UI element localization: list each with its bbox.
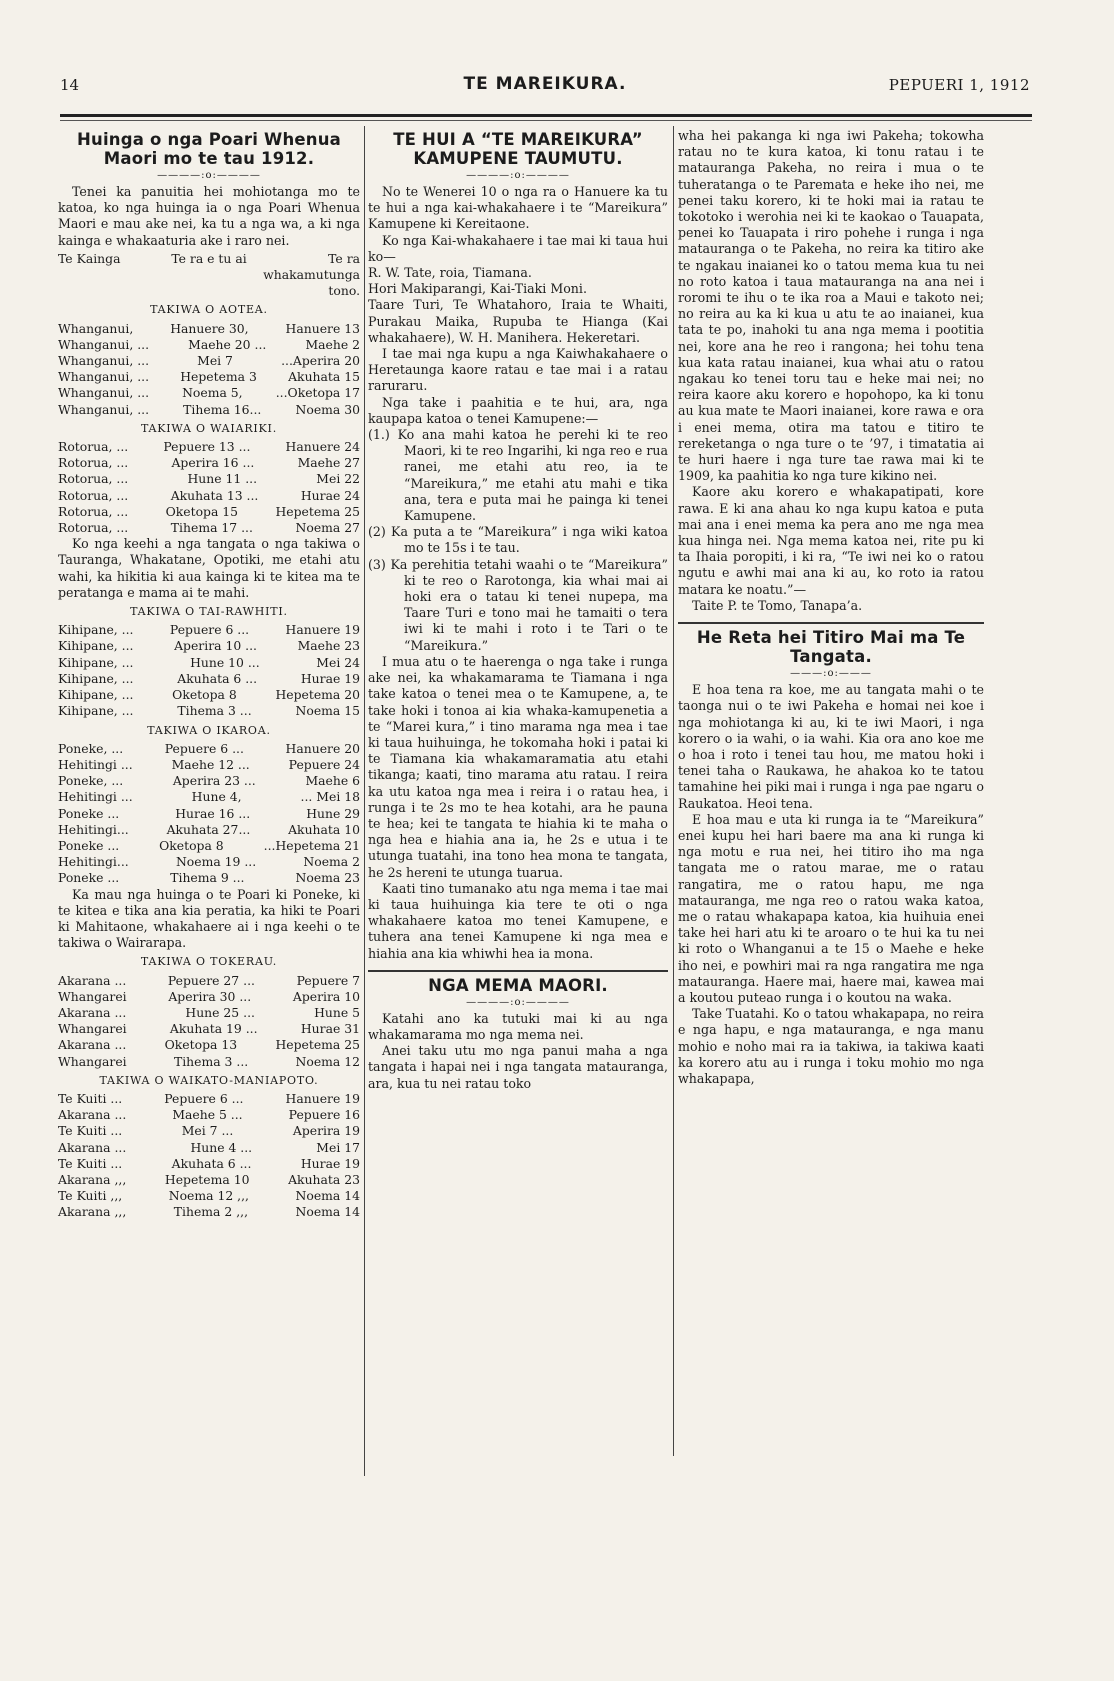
table-cell: Pepuere 24 [288, 756, 360, 772]
table-cell: Poneke ... [58, 805, 120, 821]
column-2 [368, 128, 668, 1092]
table-cell: Hanuere 13 [285, 320, 360, 336]
paragraph: E hoa tena ra koe, me au tangata mahi o te taonga nui o te iwi Pakeha e homai nei koe i nga mohiotanga ki au, ki te iwi Maori, i nga korero o ia wahi, o ia wahi. Kia ora ano koe me o hoa i roto i tenei tau hou, me matou hoki i tenei taha o Raukawa, he ahakoa ko te tatou tamahine hei piki mai i runga i nga pae ngaru o Raukatoa. Heoi tena. [678, 682, 984, 811]
paragraph: Nga take i paahitia e te hui, ara, nga kaupapa katoa o tenei Kamupene:— [368, 394, 668, 426]
table-cell: Akuhata 23 [288, 1171, 360, 1187]
table-cell: Hune 25 ... [185, 1004, 255, 1020]
table-row [58, 806, 360, 822]
table-cell: ...Aperira 20 [281, 353, 360, 369]
table-cell: Tihema 3 ... [173, 1053, 249, 1069]
header-rule [60, 114, 1032, 117]
table-cell: Hune 4 ... [190, 1139, 253, 1155]
table-cell: Kihipane, ... [58, 654, 134, 670]
table-cell: Akuhata 27... [166, 821, 251, 837]
table-cell: Te Kuiti ,,, [58, 1188, 123, 1204]
article-title: NGA MEMA MAORI. [428, 975, 608, 995]
district-heading: TAKIWA O IKAROA. [147, 723, 271, 737]
column-header: Te ra e tu ai [171, 250, 247, 266]
table-cell: Rotorua, ... [58, 455, 129, 471]
table-cell: Kihipane, ... [58, 670, 134, 686]
district-heading: TAKIWA O WAIARIKI. [140, 421, 278, 435]
table-row [58, 1123, 360, 1139]
table-cell: Maehe 5 ... [172, 1107, 243, 1123]
column-3 [678, 128, 984, 1087]
table-row [58, 1054, 360, 1070]
table-cell: Akarana ,,, [58, 1204, 127, 1220]
paragraph: Kaore aku korero e whakapatipati, kore rawa. E ki ana ahau ko nga kupu katoa e puta mai ana i enei mema ka pera ano me nga mea kua hinga nei. Nga mema katoa nei, rite pu ki ta Ihaia poropiti, i ki ra, “Te iwi nei ko o ratou ngutu e awhi mai ana ki au, ko roto ia ratou matara ke noatu.”— [678, 484, 984, 597]
table-cell: Whangarei [58, 1053, 127, 1069]
table-cell: Whanganui, ... [58, 353, 150, 369]
table-cell: Akuhata 19 ... [169, 1021, 258, 1037]
table-cell: Maehe 12 ... [171, 756, 250, 772]
table-cell: Noema 12 ,,, [168, 1188, 249, 1204]
table-cell: Oketopa 13 [164, 1037, 238, 1053]
table-cell: Tihema 16... [183, 401, 262, 417]
article-title: TE HUI A “TE MAREIKURA” KAMUPENE TAUMUTU. [393, 130, 643, 168]
table-cell: Hune 5 [314, 1004, 360, 1020]
table-cell: ...Hepetema 21 [263, 837, 360, 853]
table-cell: Akarana ... [58, 1139, 127, 1155]
list-item: (2) Ka puta a te “Mareikura” i nga wiki katoa mo te 15s i te tau. [368, 524, 668, 556]
article-title: Huinga o nga Poari Whenua Maori mo te tau 1912. [76, 130, 342, 168]
article-title: He Reta hei Titiro Mai ma Te Tangata. [696, 628, 966, 667]
table-cell: ...Oketopa 17 [275, 385, 360, 401]
table-cell: Akarana ... [58, 1004, 127, 1020]
district-heading: TAKIWA O TOKERAU. [140, 955, 278, 969]
table-cell: Kihipane, ... [58, 638, 134, 654]
issue-date: PEPUERI 1, 1912 [888, 76, 1030, 94]
table-cell: Kihipane, ... [58, 687, 134, 703]
table-row [58, 402, 360, 418]
table-cell: Whanganui, ... [58, 401, 150, 417]
table-cell: Rotorua, ... [58, 487, 129, 503]
table-row [58, 1188, 360, 1204]
table-cell: Hanuere 19 [285, 622, 360, 638]
signature: Taite P. te Tomo, Tanapa’a. [692, 597, 863, 613]
table-cell: Akuhata 15 [288, 369, 360, 385]
table-row [58, 321, 360, 337]
masthead: TE MAREIKURA. [463, 74, 627, 94]
table-row [58, 870, 360, 886]
table-row [58, 353, 360, 369]
table-cell: Noema 15 [295, 703, 360, 719]
table-row [58, 385, 360, 401]
table-row [58, 1140, 360, 1156]
column-header: Te Kainga [58, 250, 121, 266]
table-cell: Hurae 24 [300, 487, 360, 503]
table-cell: Hurae 31 [300, 1021, 360, 1037]
page-header [60, 76, 1030, 106]
ornament: ————:o:———— [157, 170, 261, 181]
table-row [58, 1021, 360, 1037]
table-cell: Akuhata 6 ... [171, 1155, 252, 1171]
table-cell: Hepetema 25 [275, 1037, 360, 1053]
table-row [58, 1204, 360, 1220]
ornament: ————:o:———— [466, 170, 570, 181]
table-row [58, 1107, 360, 1123]
table-cell: Whanganui, ... [58, 385, 150, 401]
table-row [58, 455, 360, 471]
table-cell: Mei 17 [316, 1139, 360, 1155]
table-cell: Pepuere 16 [288, 1107, 360, 1123]
table-cell: Pepuere 13 ... [163, 439, 251, 455]
table-cell: Rotorua, ... [58, 503, 129, 519]
table-cell: Hune 4, [191, 789, 242, 805]
table-cell: Maehe 6 [305, 773, 360, 789]
paragraph: wha hei pakanga ki nga iwi Pakeha; tokowha ratau no te kura katoa, ki tonu ratau i te matauranga Pakeha, no reira i mua o te tuheratanga o te Paremata e heke iho nei, me penei taku korero, ki te hoki mai ia ratau te tokotoko i werohia nei ki te kaokao o Tauapata, penei ko Tauapata i riro pohehe i runga i nga matauranga o te Pakeha, no reira ka titiro ake te ngakau inaianei ko o tatou mema kua tu nei no roto katoa i taua matauranga na ana nei i roromi te ihu o te ika roa a Maui e takoto nei; no reira au ka ki kua u atu te ao inaianei, kua tata te po, inahoki tu ana nga mema i pootitia nei, kore ana he reo i rangona; hei tohu tena kua kata ratau inaianei, kua whai atu o ratou ngakau ko tenei toru tau e heke mai nei; no reira kaore aku korero e hopohopo, ka ki tonu au kua mate te Maori inaianei, kore rawa e ora i enei mema, otira ma tatou e titiro te rereketanga o nga ture o te ’97, i timatatia ai te huri haere i nga ture tae rawa mai ki te 1909, ka paahitia ko nga ture kikino nei. [678, 128, 984, 484]
table-row [58, 1037, 360, 1053]
table-cell: Hanuere 24 [285, 439, 360, 455]
paragraph: Tenei ka panuitia hei mohiotanga mo te katoa, ko nga huinga ia o nga Poari Whenua Maori e mau ake nei, ka tu a nga wa, a ki nga kainga e whakaaturia ake i raro nei. [58, 184, 360, 248]
table-cell: Rotorua, ... [58, 439, 129, 455]
table-cell: Aperira 16 ... [171, 455, 255, 471]
section-rule [678, 622, 984, 624]
table-cell: Maehe 20 ... [188, 336, 267, 352]
table-cell: Akarana ,,, [58, 1171, 127, 1187]
paragraph: E hoa mau e uta ki runga ia te “Mareikura” enei kupu hei hari baere ma ana ki runga ki nga motu e rua nei, hei titiro iho ma nga tangata me o ratou marae, me o ratau rangatira, me o ratou hapu, me nga matauranga, me nga reo o ratou waka katoa, me o ratau whakapapa katoa, kia huihuia enei take hei hari atu ki te aroaro o te hui ka tu nei ki roto o Whanganui a te 15 o Maehe e heke iho nei, e powhiri mai ra nga rangatira me nga matauranga. Haere mai, haere mai, kawea mai a koutou puteao runga i o koutou na waka. [678, 811, 984, 1005]
table-row [58, 703, 360, 719]
table-row [58, 1005, 360, 1021]
table-cell: Mei 7 [197, 353, 233, 369]
page-number: 14 [60, 76, 80, 94]
table-cell: Aperira 10 [292, 988, 360, 1004]
table-cell: Aperira 23 ... [172, 773, 256, 789]
table-cell: Noema 27 [295, 520, 360, 536]
table-cell: Hune 10 ... [190, 654, 260, 670]
table-row [58, 520, 360, 536]
table-cell: Te Kuiti ... [58, 1090, 123, 1106]
paragraph: I mua atu o te haerenga o nga take i runga ake nei, ka whakamarama te Tiamana i nga take katoa o tenei mea o te Kamupene, a, te take hoki i tonoa ai kia whaka-kamupenetia a te “Marei kura,” i tino marama nga mea i tae ki taua huihuinga, he tokomaha hoki i patai ki te Tiamana kia whakamaramatia atu etahi tikanga; kaati, tino marama atu ratau. I reira ka utu katoa nga mea i reira i o ratau hea, i runga i te 2s mo te hea kotahi, ara he pauna te hea; kei te tangata te hiahia ki te maha o nga hea e hiahia ana ia, he 2s e utua i te utunga tuatahi, ina tono hea mona te tangata, he 2s hereni te utunga tuarua. [368, 653, 668, 880]
table-cell: Tihema 17 ... [170, 520, 253, 536]
table-cell: Kihipane, ... [58, 703, 134, 719]
table-row [58, 854, 360, 870]
table-row [58, 789, 360, 805]
table-cell: Noema 12 [295, 1053, 360, 1069]
table-row [58, 741, 360, 757]
paragraph: I tae mai nga kupu a nga Kaiwhakahaere o Heretaunga kaore ratau e tae mai i a ratau raruraru. [368, 346, 668, 394]
table-row [58, 1172, 360, 1188]
paragraph: Kaati tino tumanako atu nga mema i tae mai ki taua huihuinga kia tere te oti o nga whakahaere katoa mo tenei Kamupene, e tuhera ana tenei Kamupene ki nga mea e hiahia ana kia whiwhi hea ia mona. [368, 880, 668, 961]
attendee-line: Taare Turi, Te Whatahoro, Iraia te Whaiti, Purakau Maika, Rupuba te Hianga (Kai whakahaere), W. H. Manihera. Hekeretari. [368, 297, 668, 345]
table-cell: Akarana ... [58, 972, 127, 988]
table-cell: Akuhata 6 ... [177, 670, 258, 686]
header-rule-thin [60, 120, 1032, 121]
attendee-line: Hori Makiparangi, Kai-Tiaki Moni. [368, 281, 587, 297]
table-cell: Hehitingi ... [58, 756, 133, 772]
table-cell: Whanganui, [58, 320, 134, 336]
table-cell: Noema 2 [303, 854, 360, 870]
table-cell: Hepetema 20 [275, 687, 360, 703]
schedule-header [58, 251, 360, 300]
paragraph: Katahi ano ka tutuki mai ki au nga whakamarama mo nga mema nei. [368, 1010, 668, 1042]
table-cell: Hehitingi ... [58, 789, 133, 805]
table-row [58, 757, 360, 773]
table-cell: Hepetema 3 [180, 369, 257, 385]
table-cell: Rotorua, ... [58, 471, 129, 487]
table-row [58, 671, 360, 687]
table-cell: Poneke, ... [58, 740, 124, 756]
table-cell: Maehe 27 [297, 455, 360, 471]
table-row [58, 655, 360, 671]
table-cell: Pepuere 6 ... [169, 622, 250, 638]
table-cell: Hanuere 20 [285, 740, 360, 756]
table-cell: Pepuere 27 ... [167, 972, 255, 988]
table-cell: Hanuere 19 [285, 1090, 360, 1106]
table-cell: Poneke, ... [58, 773, 124, 789]
table-cell: Poneke ... [58, 837, 120, 853]
table-row [58, 773, 360, 789]
schedule [58, 251, 360, 1221]
table-row [58, 973, 360, 989]
table-cell: Maehe 2 [305, 336, 360, 352]
table-cell: Hanuere 30, [170, 320, 249, 336]
table-cell: Whanganui, ... [58, 336, 150, 352]
paragraph: Take Tuatahi. Ko o tatou whakapapa, no reira e nga hapu, e nga matauranga, e nga manu mohio e noho mai ra ia takiwa, ia takiwa kaati ka korero atu au i runga i toku mohio mo nga whakapapa, [678, 1006, 984, 1086]
table-row [58, 439, 360, 455]
district-heading: TAKIWA O AOTEA. [150, 303, 268, 317]
table-cell: Oketopa 15 [165, 503, 239, 519]
table-cell: Hurae 19 [300, 1155, 360, 1171]
ornament: ———:o:——— [790, 668, 872, 680]
table-cell: Te Kuiti ... [58, 1155, 123, 1171]
table-cell: Maehe 23 [297, 638, 360, 654]
column-divider [673, 126, 674, 1456]
table-cell: Hune 29 [306, 805, 360, 821]
table-cell: Hepetema 25 [275, 503, 360, 519]
table-cell: Tihema 3 ... [177, 703, 252, 719]
table-cell: Noema 23 [295, 870, 360, 886]
table-cell: Pepuere 6 ... [164, 740, 244, 756]
table-row [58, 1091, 360, 1107]
table-cell: Whangarei [58, 988, 127, 1004]
table-cell: Hune 11 ... [187, 471, 258, 487]
table-cell: Kihipane, ... [58, 622, 134, 638]
table-row [58, 471, 360, 487]
table-row [58, 638, 360, 654]
table-cell: Hurae 19 [300, 670, 360, 686]
table-cell: Whanganui, ... [58, 369, 150, 385]
list-item: (3) Ka perehitia tetahi waahi o te “Mareikura” ki te reo o Rarotonga, kia whai mai ai hoki era o tatau ki tenei nupepa, ma Taare Turi e tono mai he tamaiti o tera iwi ki te mahi i roto i te Tari o te “Mareikura.” [368, 556, 668, 653]
table-row [58, 622, 360, 638]
table-cell: Hehitingi... [58, 821, 129, 837]
table-cell: Noema 14 [295, 1188, 360, 1204]
table-row [58, 838, 360, 854]
column-divider [364, 126, 365, 1476]
table-row [58, 1156, 360, 1172]
table-cell: Rotorua, ... [58, 520, 129, 536]
table-cell: Noema 5, [182, 385, 243, 401]
table-row [58, 989, 360, 1005]
table-cell: Mei 22 [316, 471, 360, 487]
table-cell: Akuhata 10 [288, 821, 360, 837]
table-row [58, 369, 360, 385]
table-cell: Noema 30 [295, 401, 360, 417]
table-cell: Akuhata 13 ... [170, 487, 259, 503]
table-cell: Tihema 9 ... [170, 870, 245, 886]
table-row [58, 504, 360, 520]
paragraph: Ko nga Kai-whakahaere i tae mai ki taua hui ko— [368, 232, 668, 264]
district-heading: TAKIWA O WAIKATO-MANIAPOTO. [99, 1073, 319, 1087]
table-cell: Oketopa 8 [159, 837, 224, 853]
table-cell: Whangarei [58, 1021, 127, 1037]
district-heading: TAKIWA O TAI-RAWHITI. [130, 605, 288, 619]
table-cell: Pepuere 7 [296, 972, 360, 988]
table-cell: Mei 24 [316, 654, 360, 670]
list-item: (1.) Ko ana mahi katoa he perehi ki te reo Maori, ki te reo Ingarihi, ki nga reo e rua ranei, me etahi atu reo, ia te “Mareikura,” me etahi atu mahi e tika ana, tera e puta mai he painga ki tenei Kamupene. [368, 427, 668, 524]
table-cell: Akarana ... [58, 1107, 127, 1123]
table-cell: Noema 14 [295, 1204, 360, 1220]
table-cell: Aperira 10 ... [174, 638, 257, 654]
column-1 [58, 128, 360, 1221]
table-cell: Aperira 30 ... [168, 988, 252, 1004]
table-row [58, 488, 360, 504]
table-cell: Poneke ... [58, 870, 120, 886]
column-header: Te ra whakamutunga tono. [263, 250, 361, 299]
table-cell: Te Kuiti ... [58, 1123, 123, 1139]
paragraph: Ka mau nga huinga o te Poari ki Poneke, ki te kitea e tika ana kia peratia, ka hiki te Poari ki Mahitaone, whakahaere ai i nga keehi o te takiwa o Wairarapa. [58, 886, 360, 951]
table-row [58, 822, 360, 838]
table-cell: Hepetema 10 [164, 1171, 250, 1187]
table-cell: Pepuere 6 ... [164, 1090, 244, 1106]
table-cell: Noema 19 ... [175, 854, 257, 870]
table-cell: Oketopa 8 [172, 687, 237, 703]
paragraph: Anei taku utu mo nga panui maha a nga tangata i hapai nei i nga tangata matauranga, ara, kua tu nei ratau toko [368, 1043, 668, 1091]
attendee-line: R. W. Tate, roia, Tiamana. [368, 265, 532, 281]
table-cell: Hehitingi... [58, 854, 129, 870]
table-cell: ... Mei 18 [300, 789, 360, 805]
ornament: ————:o:———— [466, 996, 570, 1008]
paragraph: Ko nga keehi a nga tangata o nga takiwa o Tauranga, Whakatane, Opotiki, me etahi atu wahi, ka hikitia ki aua kainga ki te kitea ma te peratanga e mama ai te mahi. [58, 536, 360, 600]
table-cell: Hurae 16 ... [175, 805, 251, 821]
table-row [58, 687, 360, 703]
table-cell: Akarana ... [58, 1037, 127, 1053]
table-row [58, 337, 360, 353]
table-cell: Mei 7 ... [181, 1123, 234, 1139]
paragraph: No te Wenerei 10 o nga ra o Hanuere ka tu te hui a nga kai-whakahaere i te “Mareikura” Kamupene ki Kereitaone. [368, 184, 668, 232]
table-cell: Tihema 2 ,,, [173, 1204, 249, 1220]
section-rule [368, 970, 668, 972]
table-cell: Aperira 19 [292, 1123, 360, 1139]
